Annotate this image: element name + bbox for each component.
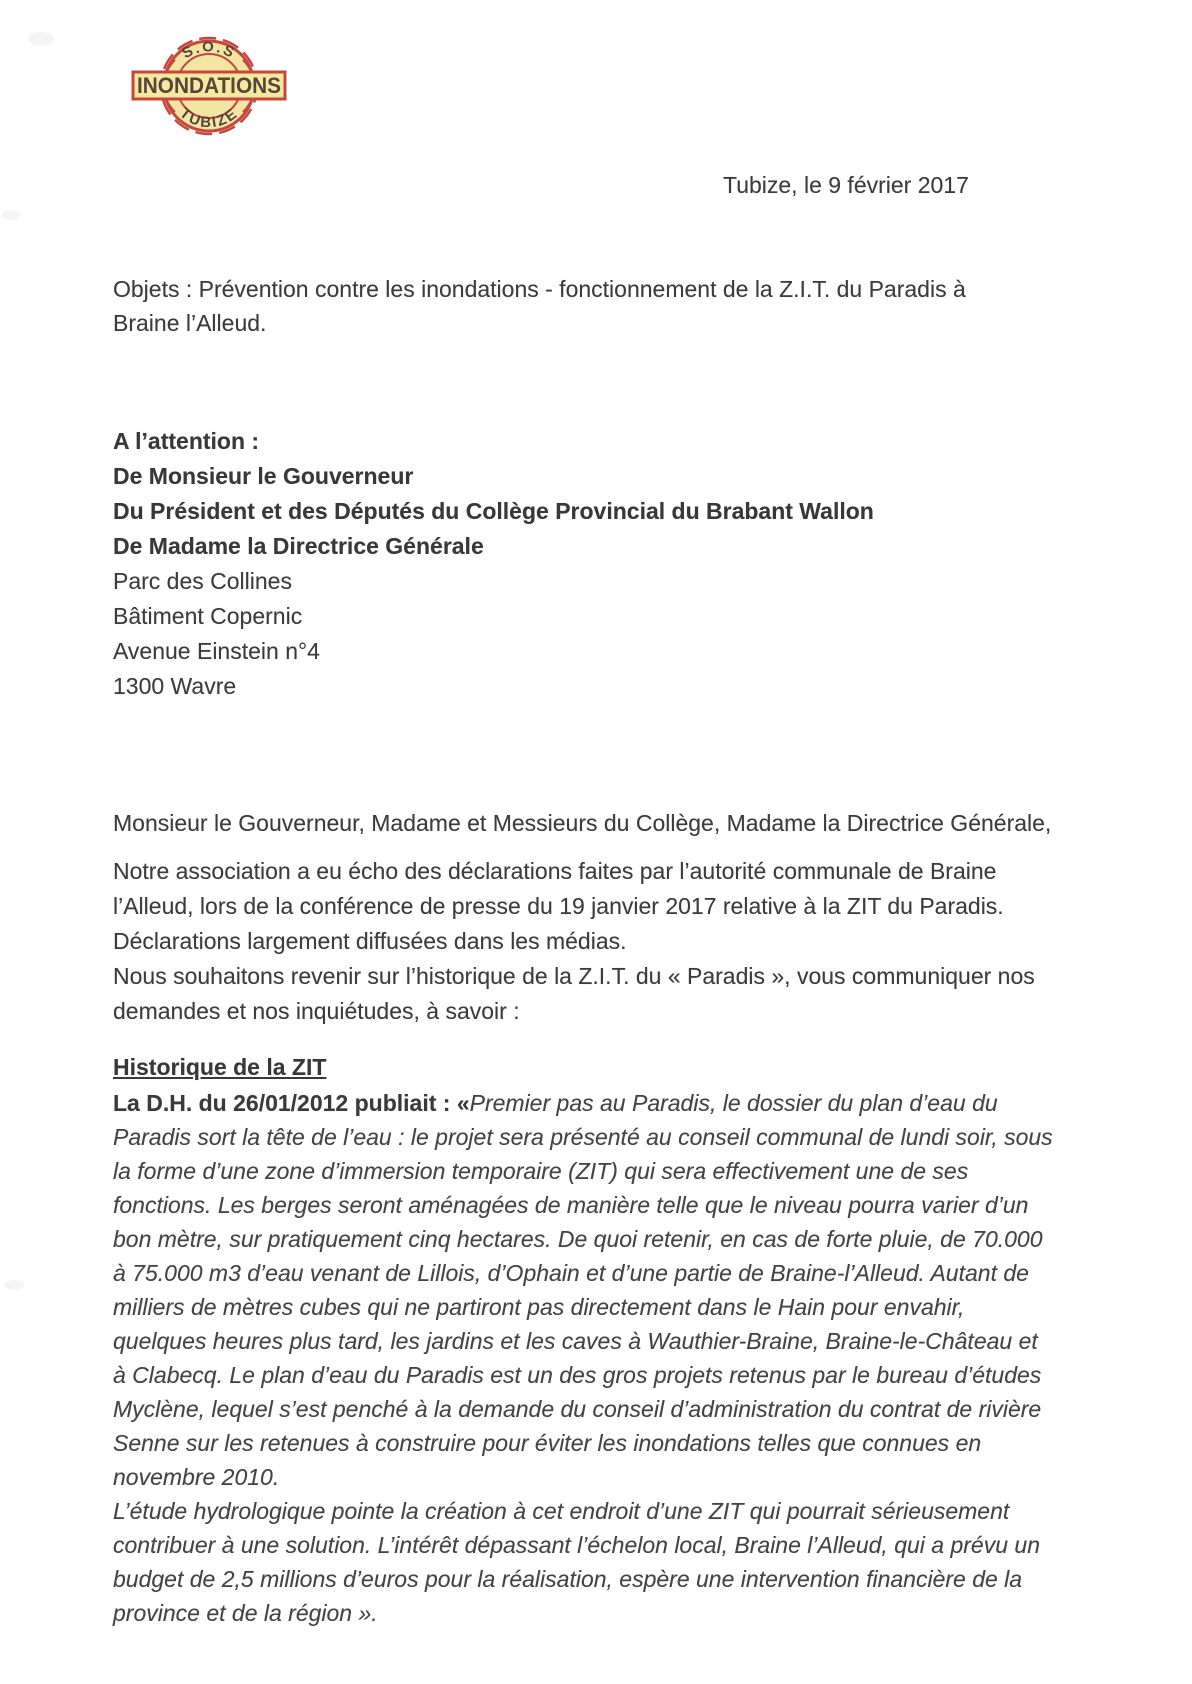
recipient-line: De Madame la Directrice Générale (113, 533, 484, 559)
recipient-line: A l’attention : (113, 428, 260, 454)
association-logo (131, 27, 287, 139)
date-line: Tubize, le 9 février 2017 (723, 172, 969, 198)
quote-lead: La D.H. du 26/01/2012 publiait : « (113, 1090, 470, 1116)
paragraph: Notre association a eu écho des déclarations faites par l’autorité communale de Braine l’Alleud, lors de la conférence de presse du 19 janvier 2017 relative à la ZIT du Paradis. Déclarations largement diffusées dans les médias. (113, 858, 1004, 954)
recipient-block (113, 424, 874, 704)
section-heading: Historique de la ZIT (113, 1054, 327, 1080)
scan-artifact (4, 1280, 24, 1290)
logo-top-text: S.O.S (179, 38, 239, 63)
quote-paragraph (113, 1086, 1053, 1630)
logo-bottom-text: TUBIZE (176, 104, 242, 132)
recipient-line: De Monsieur le Gouverneur (113, 463, 414, 489)
recipient-line: Parc des Collines (113, 568, 292, 594)
recipient-line: Avenue Einstein n°4 (113, 638, 320, 664)
recipient-line: Du Président et des Députés du Collège Provincial du Brabant Wallon (113, 498, 874, 524)
paragraph: Nous souhaitons revenir sur l’historique de la Z.I.T. du « Paradis », vous communiquer nos demandes et nos inquiétudes, à savoir : (113, 963, 1035, 1024)
scan-artifact (28, 32, 54, 46)
quote-italic-part1: Premier pas au Paradis, le dossier du plan d’eau du Paradis sort la tête de l’eau : le projet sera présenté au conseil communal de lundi soir, sous la forme d’une zone d’immersion temporaire (ZIT) qui sera effectivement une de ses fonctions. Les berges seront aménagées de manière telle que le niveau pourra varier d’un bon mètre, sur pratiquement cinq hectares. De quoi retenir, en cas de forte pluie, de 70.000 à 75.000 m3 d’eau venant de Lillois, d’Ophain et d’une partie de Braine-l’Alleud. Autant de milliers de mètres cubes qui ne partiront pas directement dans le Hain pour envahir, quelques heures plus tard, les jardins et les caves à Wauthier-Braine, Braine-le-Château et à Clabecq. Le plan d’eau du Paradis est un des gros projets retenus par le bureau d’études Myclène, lequel s’est penché à la demande du conseil d’administration du contrat de rivière Senne sur les retenues à construire pour éviter les inondations telles que connues en novembre 2010. (113, 1090, 1053, 1490)
salutation-line: Monsieur le Gouverneur, Madame et Messieurs du Collège, Madame la Directrice Générale, (113, 810, 1052, 836)
scan-artifact (2, 210, 20, 220)
intro-paragraphs (113, 854, 1038, 1029)
subject-line: Objets : Prévention contre les inondations - fonctionnement de la Z.I.T. du Paradis à Braine l’Alleud. (113, 276, 966, 336)
quote-italic-part2: L’étude hydrologique pointe la création à cet endroit d’une ZIT qui pourrait sérieusement contribuer à une solution. L’intérêt dépassant l’échelon local, Braine l’Alleud, qui a prévu un budget de 2,5 millions d’euros pour la réalisation, espère une intervention financière de la province et de la région ». (113, 1498, 1040, 1626)
logo-banner-text: INONDATIONS (137, 73, 281, 98)
life-buoy-icon (131, 27, 287, 139)
recipient-line: Bâtiment Copernic (113, 603, 303, 629)
recipient-line: 1300 Wavre (113, 673, 237, 699)
